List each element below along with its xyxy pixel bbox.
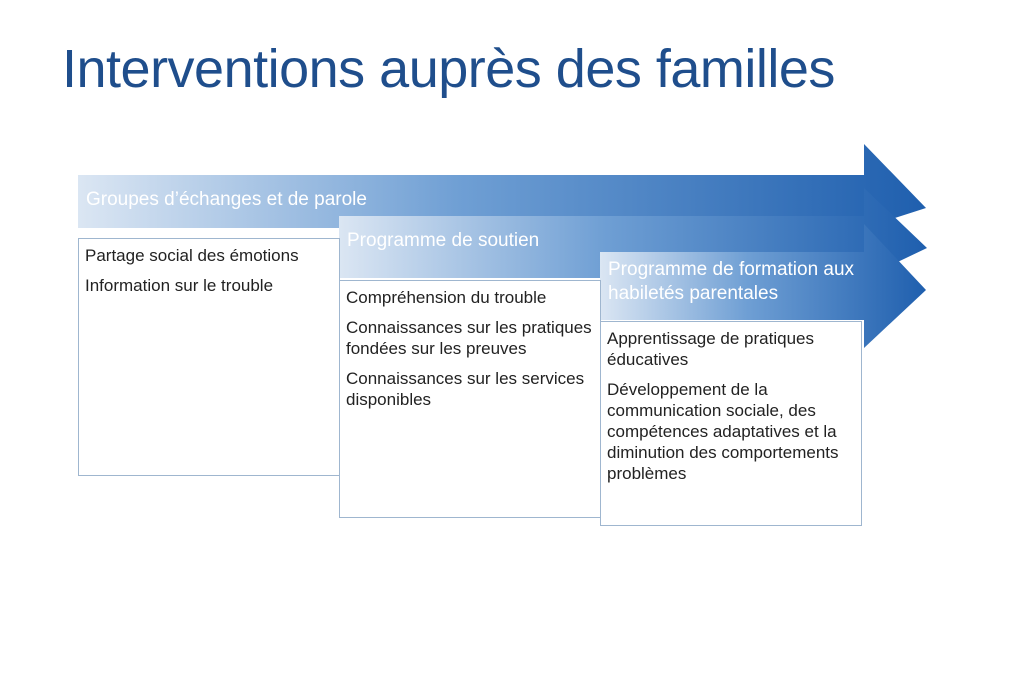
stage-3-item: Apprentissage de pratiques éducatives (607, 329, 814, 369)
stage-1-item: Information sur le trouble (85, 276, 274, 295)
stage-3-box (600, 321, 862, 526)
stage-3-item: Développement de la communication sociale, des compétences adaptatives et la diminution des comportements problèmes (607, 380, 839, 483)
stage-1-item: Partage social des émotions (85, 246, 299, 265)
stage-1-box (78, 238, 340, 476)
stage-2-box (339, 280, 601, 518)
stage-2-label: Programme de soutien (347, 230, 540, 251)
page-title: Interventions auprès des familles (62, 39, 835, 99)
stage-1-label: Groupes d’échanges et de parole (86, 189, 367, 210)
stage-2-item: Connaissances sur les pratiques fondées sur les preuves (346, 318, 592, 358)
stage-3-label: Programme de formation aux habiletés parentales (608, 259, 855, 304)
stage-2-item: Compréhension du trouble (346, 288, 547, 307)
stage-2-item: Connaissances sur les services disponibles (346, 369, 585, 409)
